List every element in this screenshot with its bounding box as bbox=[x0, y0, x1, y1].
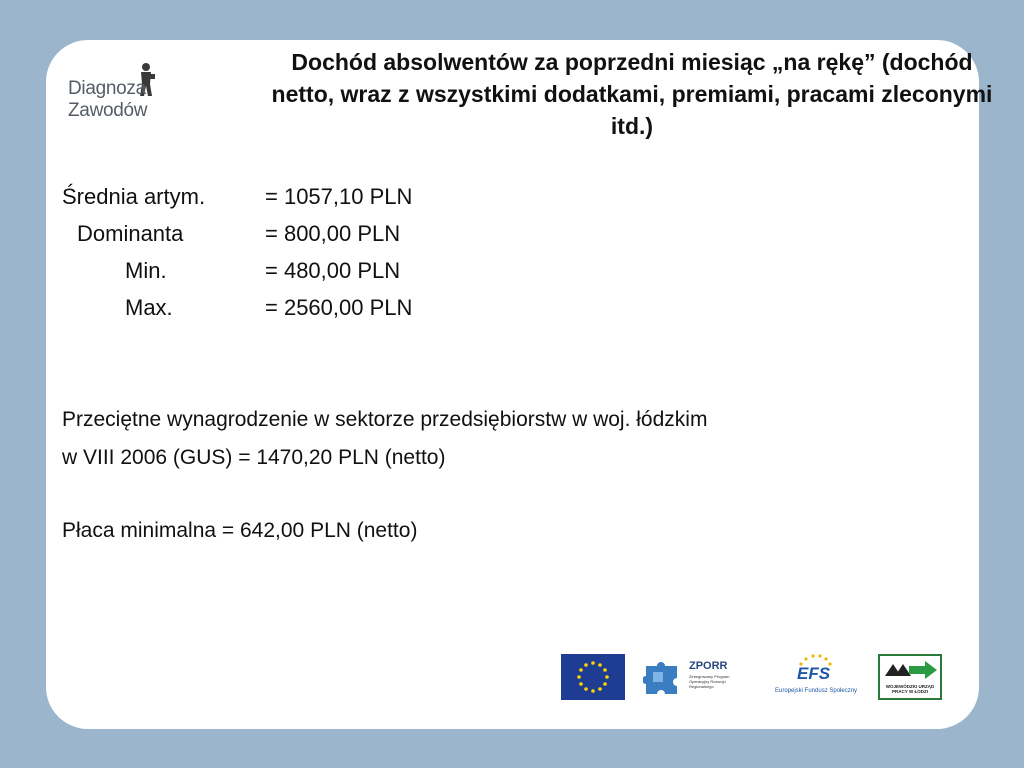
zporr-logo bbox=[643, 654, 743, 702]
efs-logo bbox=[775, 654, 858, 702]
avg-salary-line-2: w VIII 2006 (GUS) = 1470,20 PLN (netto) bbox=[62, 446, 446, 469]
stat-value: = 2560,00 PLN bbox=[265, 295, 413, 320]
wup-lodz-logo bbox=[878, 654, 942, 700]
diagnoza-zawodow-logo bbox=[68, 58, 228, 121]
min-wage-line: Płaca minimalna = 642,00 PLN (netto) bbox=[62, 519, 418, 542]
stat-value: = 480,00 PLN bbox=[265, 258, 401, 283]
puzzle-icon bbox=[643, 658, 681, 698]
zporr-subtitle: Zintegrowany Program Operacyjny Rozwoju Regionalnego bbox=[689, 674, 730, 689]
slide-title: Dochód absolwentów za poprzedni miesiąc „na rękę” (dochód netto, wraz z wszystkimi dodatkami, premiami, pracami zleconymi itd.) bbox=[271, 49, 993, 139]
stat-label: Min. bbox=[125, 258, 167, 283]
avg-salary-line-1: Przeciętne wynagrodzenie w sektorze przedsiębiorstw w woj. łódzkim bbox=[62, 408, 708, 431]
stat-label: Dominanta bbox=[77, 221, 184, 246]
eu-stars-icon bbox=[561, 654, 625, 700]
stat-value: = 800,00 PLN bbox=[265, 221, 401, 246]
stat-label: Max. bbox=[125, 295, 173, 320]
logo-text: Diagnoza Zawodów bbox=[68, 78, 148, 121]
eu-flag-logo bbox=[561, 654, 625, 700]
efs-subtitle: Europejski Fundusz Społeczny bbox=[775, 688, 858, 694]
stat-value: = 1057,10 PLN bbox=[265, 184, 413, 209]
zporr-title: ZPORR bbox=[689, 660, 728, 672]
wup-text: WOJEWÓDZKI URZĄD PRACY W ŁODZI bbox=[885, 684, 935, 694]
slide-card bbox=[46, 40, 979, 729]
stat-label: Średnia artym. bbox=[62, 184, 206, 209]
efs-title: EFS bbox=[797, 664, 831, 683]
wup-arrow-icon bbox=[881, 658, 941, 682]
